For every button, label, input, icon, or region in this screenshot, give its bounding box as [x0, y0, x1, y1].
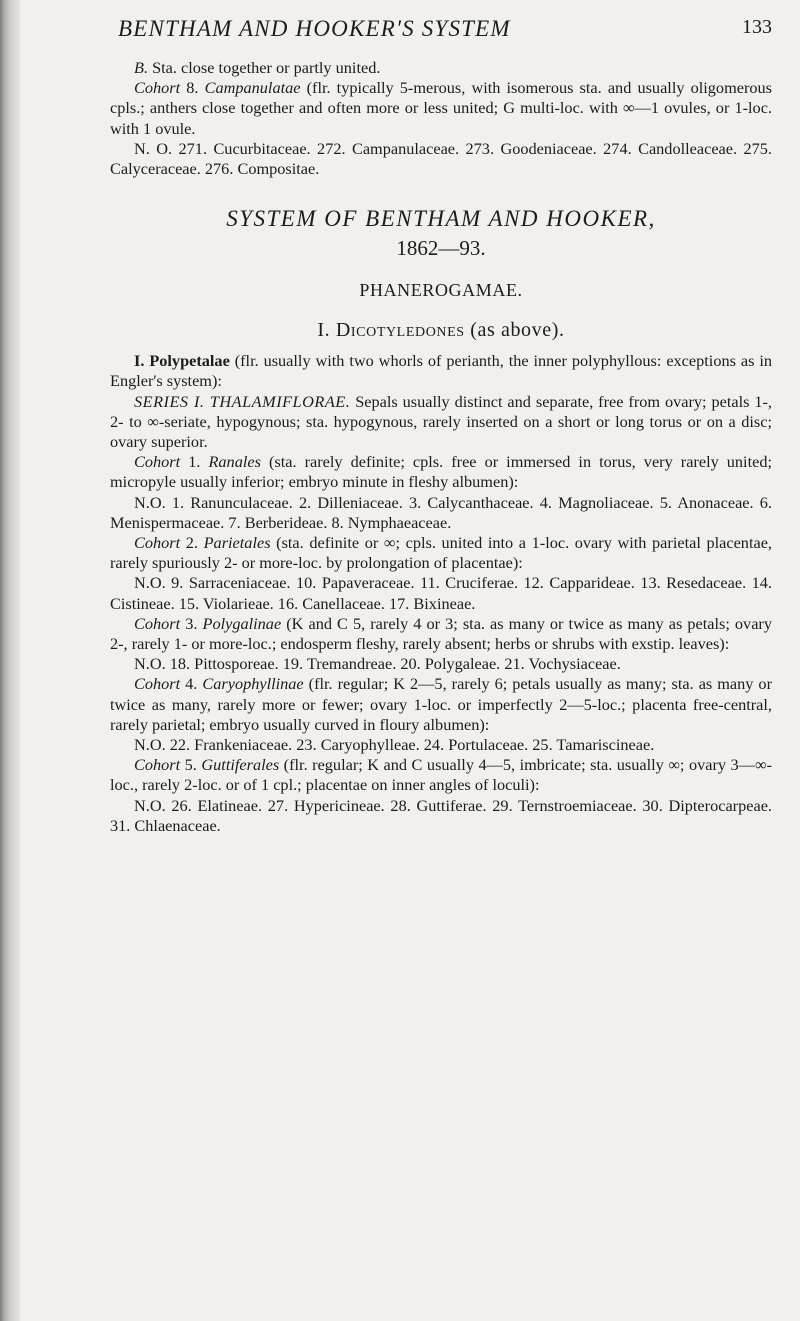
- paragraph-cohort-1: [110, 452, 772, 492]
- natural-orders-cohort-1: N.O. 1. Ranunculaceae. 2. Dilleniaceae. 3. Calycanthaceae. 4. Magnoliaceae. 5. Anonaceae. 6. Menispermaceae. 7. Berberideae. 8. Nymphaeaceae.: [110, 492, 772, 532]
- dicot-number: I.: [317, 319, 336, 342]
- cohort-number: 5.: [180, 755, 202, 775]
- natural-orders-cohort-3: N.O. 18. Pittosporeae. 19. Tremandreae. 20. Polygaleae. 21. Vochysiaceae.: [134, 654, 621, 674]
- natural-orders-cohort-8: N. O. 271. Cucurbitaceae. 272. Campanulaceae. 273. Goodeniaceae. 274. Candolleaceae. 275. Calyceraceae. 276. Compositae.: [110, 138, 772, 179]
- cohort-number: 4.: [180, 674, 203, 694]
- phanerogamae-heading: PHANEROGAMAE.: [359, 280, 523, 301]
- cohort-8-text: (flr. typically 5-merous, with isomerous sta. and usually oligomerous cpls.; anthers close together and often more or less united; G multi-loc. with ∞—1 ovules, or 1-loc. with 1 ovule.: [110, 78, 772, 138]
- system-years: 1862—93.: [396, 236, 486, 261]
- cohort-text: (sta. rarely definite; cpls. free or immersed in torus, very rarely united; micropyle usually inferior; embryo minute in fleshy albumen):: [110, 452, 772, 492]
- cohort-label: Cohort: [134, 674, 181, 694]
- cohort-name: Parietales: [203, 533, 271, 553]
- cohort-label: Cohort: [134, 452, 181, 472]
- cohort-text: (flr. regular; K and C usually 4—5, imbricate; sta. usually ∞; ovary 3—∞-loc., rarely 2-loc. or of 1 cpl.; placentae on inner angles of loculi):: [110, 755, 772, 795]
- body-text: [110, 58, 772, 836]
- paragraph-polypetalae: [110, 351, 772, 391]
- cohort-number: 1.: [180, 452, 209, 472]
- cohort-number: 2.: [180, 533, 204, 553]
- cohort-label: Cohort: [134, 533, 181, 553]
- series-1-label: SERIES I. THALAMIFLORAE.: [134, 391, 351, 411]
- cohort-text: (sta. definite or ∞; cpls. united into a 1-loc. ovary with parietal placentae, rarely spuriously 2- or more-loc. by prolongation of placentae):: [110, 533, 772, 573]
- paragraph-cohort-8: [110, 78, 772, 139]
- natural-orders-cohort-4: N.O. 22. Frankeniaceae. 23. Caryophylleae. 24. Portulaceae. 25. Tamariscineae.: [134, 735, 655, 755]
- running-head: [110, 16, 772, 46]
- running-title: BENTHAM AND HOOKER'S SYSTEM: [118, 16, 511, 41]
- cohort-8-number: 8.: [180, 78, 205, 98]
- paragraph-cohort-3: [110, 614, 772, 654]
- b-text: Sta. close together or partly united.: [148, 58, 381, 77]
- polypetalae-text: (flr. usually with two whorls of perianth, the inner polyphyllous: exceptions as in Engler's system):: [110, 351, 772, 391]
- dicot-name: Dicotyledones: [335, 319, 465, 342]
- page-number: 133: [742, 16, 772, 38]
- paragraph-cohort-2: [110, 533, 772, 573]
- cohort-text: (flr. regular; K 2—5, rarely 6; petals usually as many; sta. as many or twice as many, rarely more or fewer; ovary 1-loc. or imperfectly 2—5-loc.; placenta free-central, rarely parietal; embryo usually curved in floury albumen):: [110, 674, 772, 734]
- dicotyledones-heading: [110, 315, 772, 345]
- cohort-name: Polygalinae: [202, 613, 282, 633]
- natural-orders-cohort-5: N.O. 26. Elatineae. 27. Hypericineae. 28. Guttiferae. 29. Ternstroemiaceae. 30. Dipterocarpeae. 31. Chlaenaceae.: [110, 795, 772, 835]
- paragraph-series-1: [110, 392, 772, 453]
- cohort-name: Ranales: [208, 452, 261, 472]
- cohort-text: (K and C 5, rarely 4 or 3; sta. as many or twice as many as petals; ovary 2-, rarely 1- or more-loc.; endosperm fleshy, rarely absent; herbs or shrubs with exstip. leaves):: [110, 613, 772, 654]
- dicot-rest: (as above).: [464, 319, 565, 342]
- paragraph-cohort-5: [110, 755, 772, 795]
- polypetalae-label: I. Polypetalae: [134, 351, 230, 371]
- system-title: SYSTEM OF BENTHAM AND HOOKER,: [226, 206, 656, 232]
- b-label: B.: [134, 58, 149, 77]
- cohort-8-name: Campanulatae: [204, 78, 301, 98]
- cohort-name: Guttiferales: [201, 755, 280, 775]
- paragraph-b: [110, 58, 772, 78]
- cohort-name: Caryophyllinae: [202, 674, 304, 694]
- page-gutter-shadow: [0, 0, 20, 1321]
- cohort-number: 3.: [180, 613, 203, 633]
- cohort-8-label: Cohort: [134, 78, 181, 98]
- cohort-label: Cohort: [134, 755, 181, 775]
- series-1-text: Sepals usually distinct and separate, free from ovary; petals 1-, 2- to ∞-seriate, hypogynous; sta. hypogynous, rarely inserted on a short or long torus or on a disc; ovary superior.: [110, 391, 773, 452]
- natural-orders-cohort-2: N.O. 9. Sarraceniaceae. 10. Papaveraceae. 11. Cruciferae. 12. Capparideae. 13. Resedaceae. 14. Cistineae. 15. Violarieae. 16. Canellaceae. 17. Bixineae.: [110, 573, 772, 613]
- paragraph-cohort-4: [110, 674, 772, 735]
- cohort-label: Cohort: [134, 613, 181, 633]
